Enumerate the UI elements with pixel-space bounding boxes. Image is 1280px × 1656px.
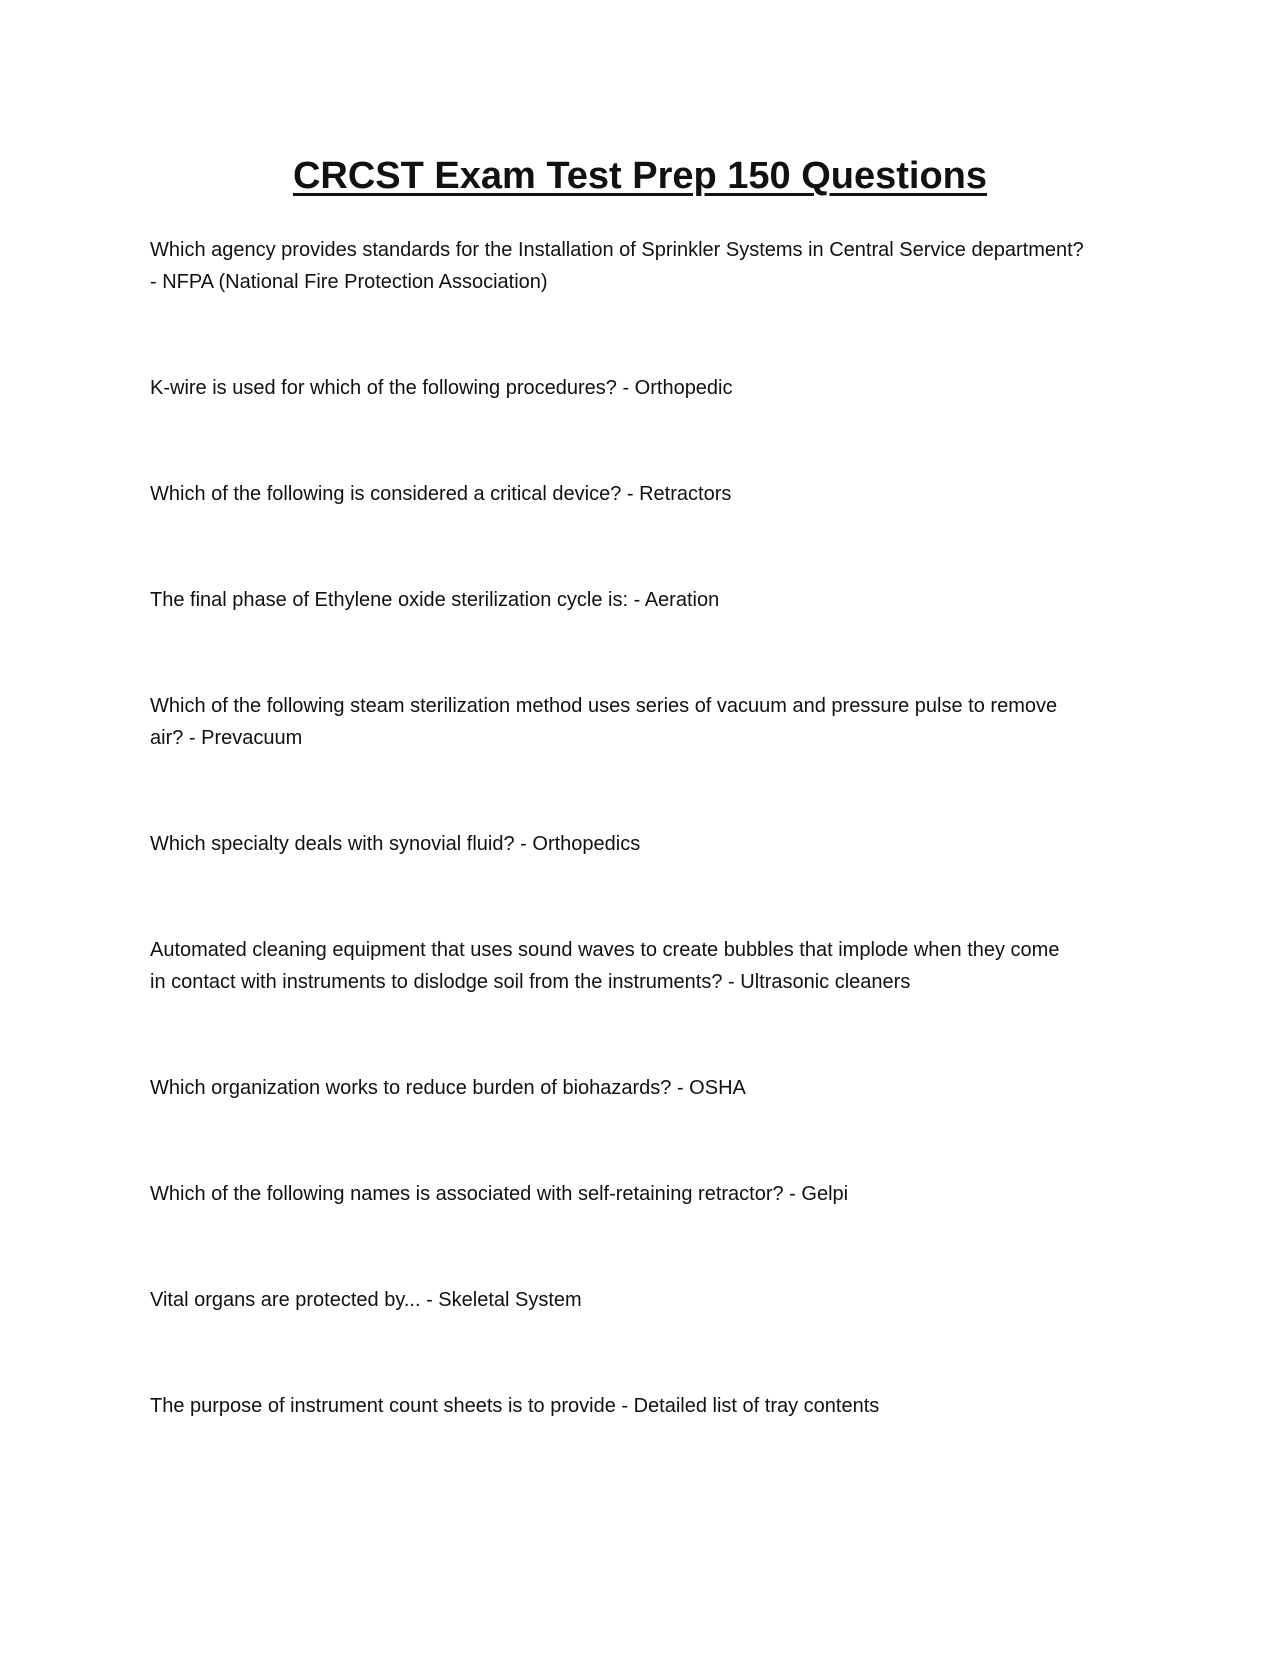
question-item bbox=[150, 934, 1150, 998]
question-text-line-1: Which agency provides standards for the Installation of Sprinkler Systems in Central Service department? bbox=[150, 239, 1084, 261]
question-text-line-1: Which of the following steam sterilization method uses series of vacuum and pressure pulse to remove bbox=[150, 695, 1058, 717]
question-text-line-2: - NFPA (National Fire Protection Association) bbox=[150, 271, 548, 293]
question-text: Which of the following is considered a critical device? - Retractors bbox=[150, 483, 732, 505]
question-text: Vital organs are protected by... - Skeletal System bbox=[150, 1289, 582, 1311]
question-item bbox=[150, 1284, 1150, 1316]
question-text-line-2: air? - Prevacuum bbox=[150, 727, 303, 749]
question-text: Which of the following names is associated with self-retaining retractor? - Gelpi bbox=[150, 1183, 849, 1205]
document-title: CRCST Exam Test Prep 150 Questions bbox=[292, 155, 988, 197]
question-text: K-wire is used for which of the following procedures? - Orthopedic bbox=[150, 377, 733, 399]
question-text-line-2: in contact with instruments to dislodge soil from the instruments? - Ultrasonic cleaners bbox=[150, 971, 911, 993]
question-text: The purpose of instrument count sheets is to provide - Detailed list of tray contents bbox=[150, 1395, 880, 1417]
question-item bbox=[150, 828, 1150, 860]
question-item bbox=[150, 690, 1150, 754]
question-item bbox=[150, 372, 1150, 404]
question-text: Which specialty deals with synovial fluid? - Orthopedics bbox=[150, 833, 641, 855]
question-item bbox=[150, 584, 1150, 616]
question-item bbox=[150, 234, 1150, 298]
question-item bbox=[150, 1390, 1150, 1422]
question-text: Which organization works to reduce burden of biohazards? - OSHA bbox=[150, 1077, 746, 1099]
question-text-line-1: Automated cleaning equipment that uses sound waves to create bubbles that implode when they come bbox=[150, 939, 1060, 961]
question-item bbox=[150, 1072, 1150, 1104]
question-text: The final phase of Ethylene oxide sterilization cycle is: - Aeration bbox=[150, 589, 720, 611]
question-item bbox=[150, 478, 1150, 510]
question-item bbox=[150, 1178, 1150, 1210]
